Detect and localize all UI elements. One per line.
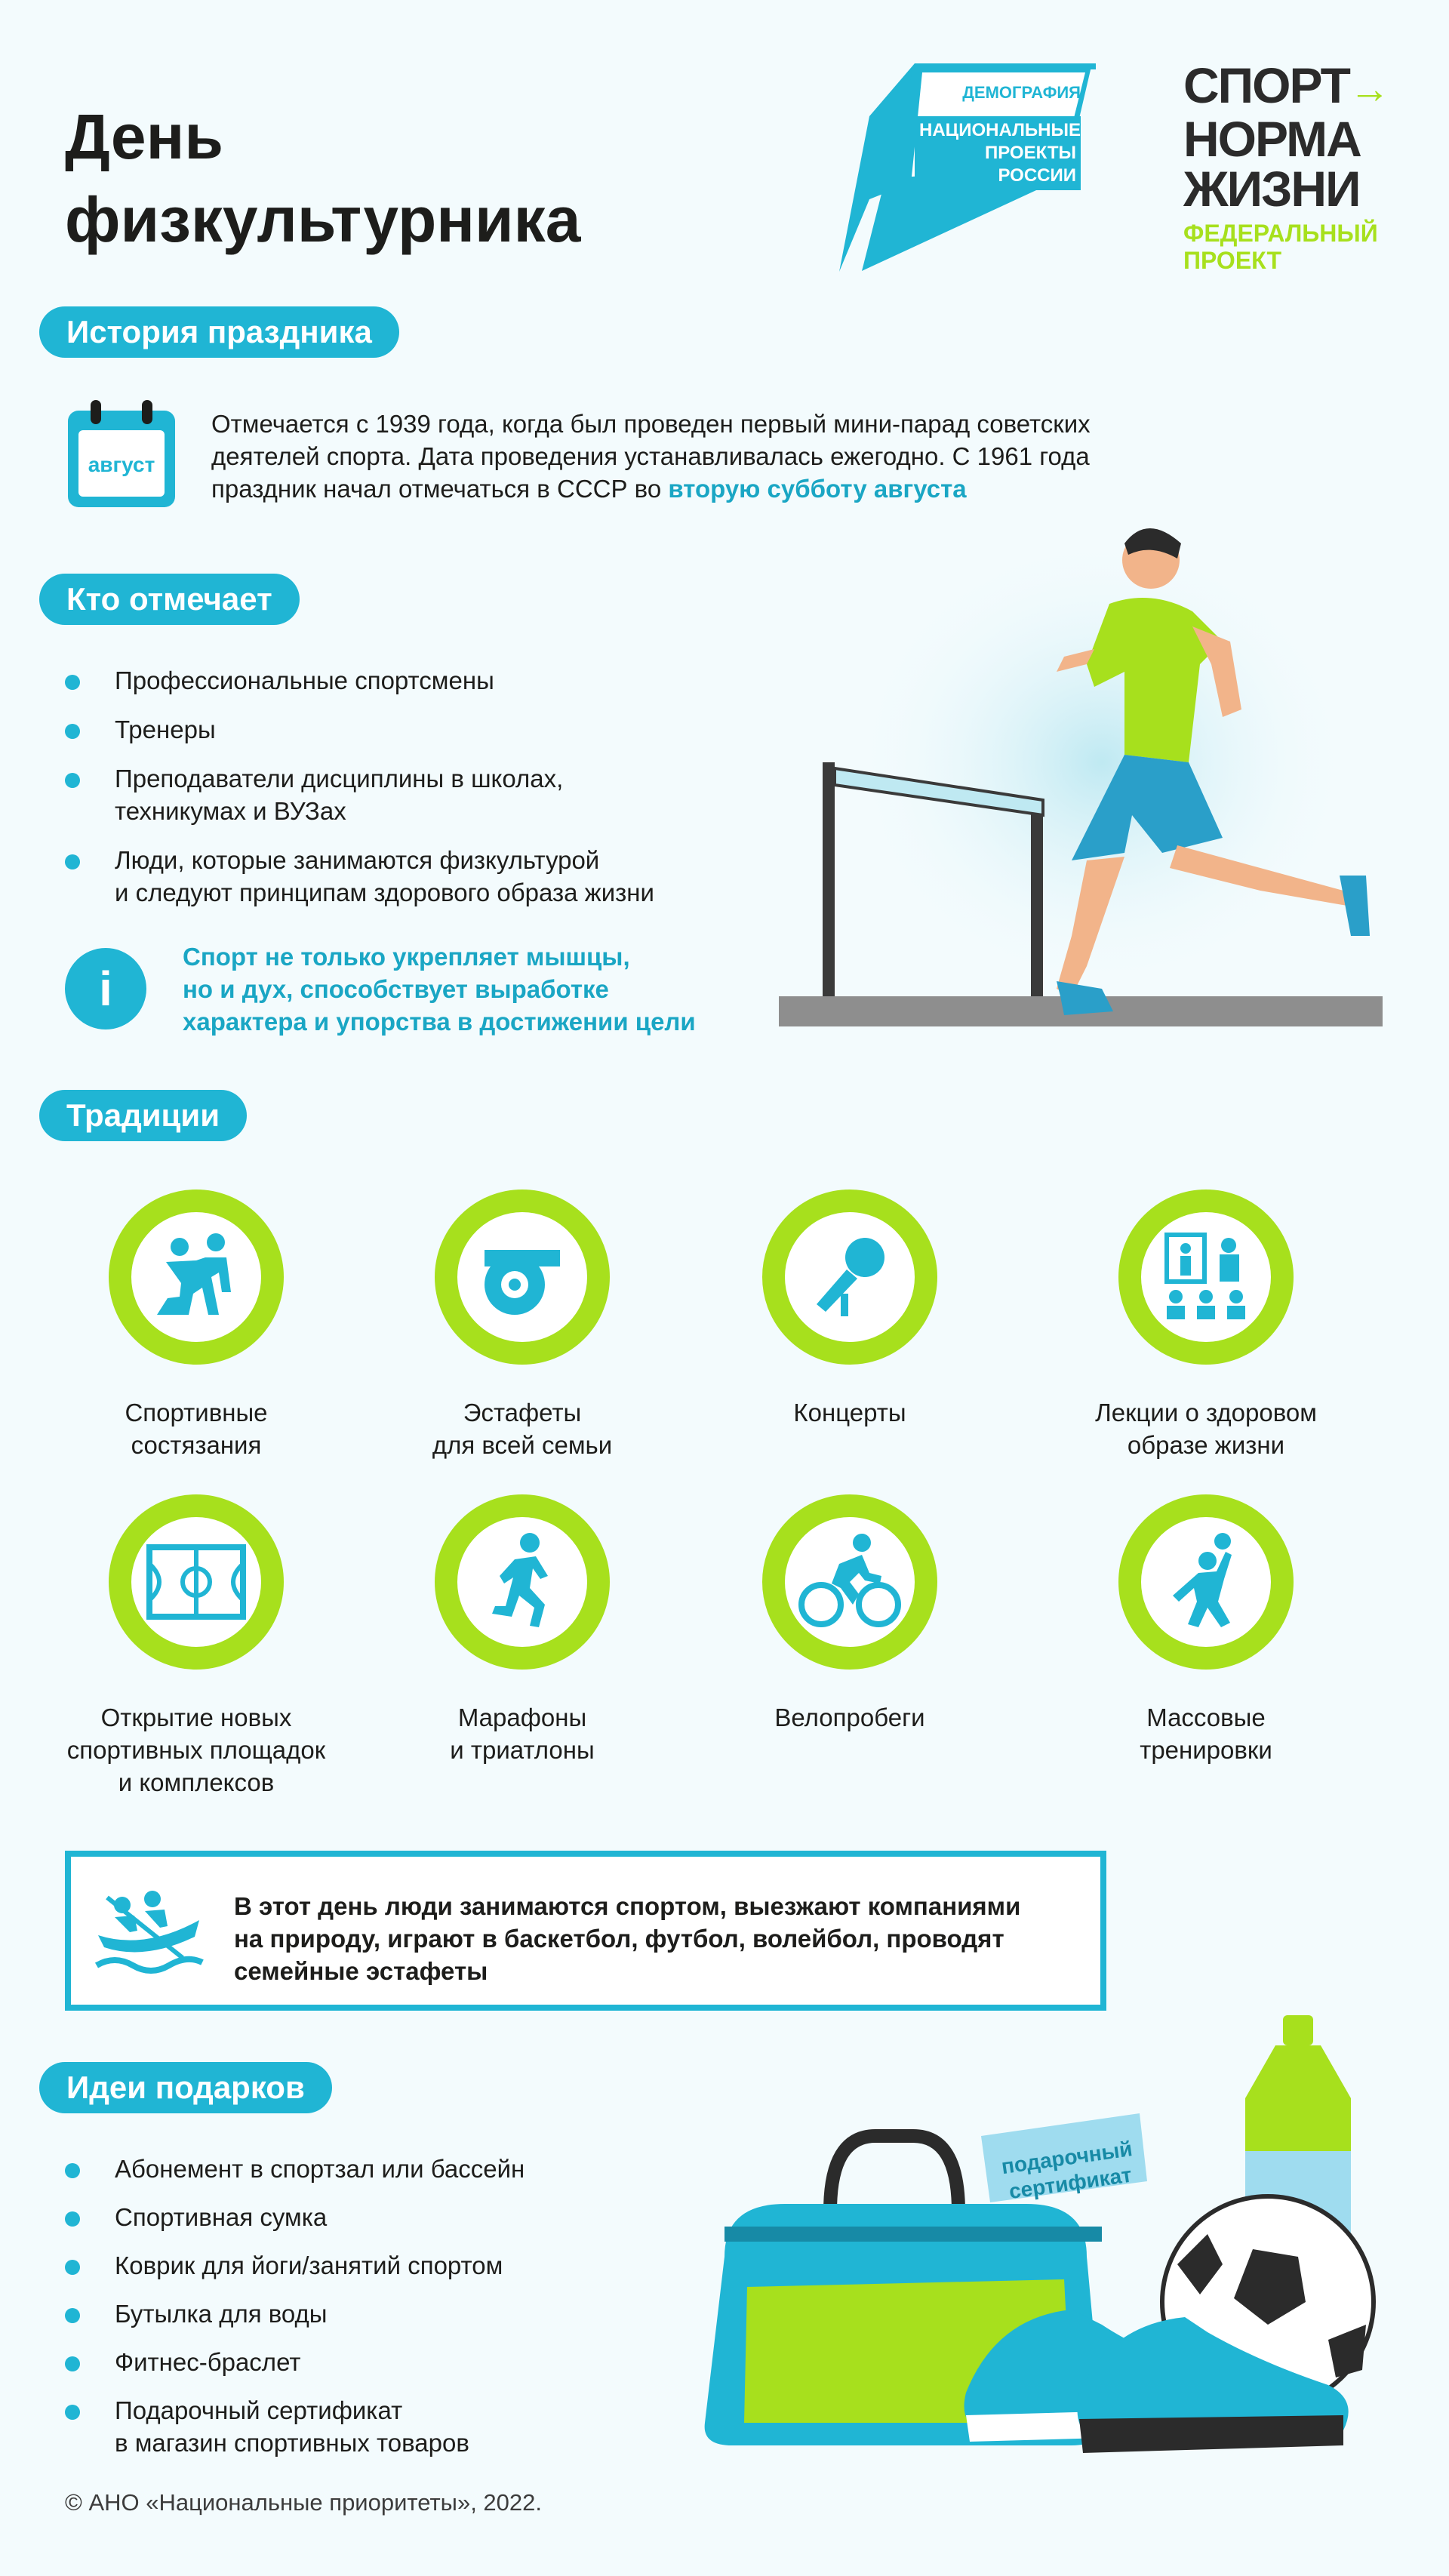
arrow-right-icon: →	[1349, 66, 1389, 112]
history-text-main: Отмечается с 1939 года, когда был проведен первый мини-парад советских деятелей спорта. Дата проведения устанавливалась ежегодно. С 1961 года праздник начал отмечаться в СССР во	[211, 410, 1091, 503]
tradition-item	[60, 1494, 332, 1799]
section-heading-history: История праздника	[39, 306, 399, 358]
list-item: Подарочный сертификат в магазин спортивных товаров	[65, 2394, 714, 2459]
section-heading-who: Кто отмечает	[39, 574, 300, 625]
list-item: Абонемент в спортзал или бассейн	[65, 2153, 714, 2185]
tradition-label: Массовые тренировки	[1140, 1703, 1272, 1764]
tradition-label: Открытие новых спортивных площадок и комплексов	[66, 1703, 326, 1796]
gift-certificate-label: подарочный сертификат	[999, 2137, 1134, 2204]
tradition-item	[386, 1494, 658, 1766]
tradition-item	[60, 1190, 332, 1461]
tradition-item	[714, 1190, 986, 1429]
list-item: Тренеры	[65, 713, 744, 746]
sport-logo-line-1: СПОРТ→	[1183, 57, 1389, 113]
tradition-label: Эстафеты для всей семьи	[432, 1399, 613, 1459]
tradition-label: Велопробеги	[774, 1703, 925, 1731]
gifts-illustration-shape	[679, 2000, 1434, 2483]
gifts-list	[65, 2153, 714, 2459]
np-logo-text	[915, 116, 1081, 190]
who-list	[65, 664, 744, 909]
cyclist-icon	[797, 1529, 903, 1635]
tradition-ring	[762, 1190, 937, 1365]
title-line-1: День	[65, 101, 223, 172]
wrestling-icon	[143, 1224, 249, 1330]
tradition-ring	[109, 1494, 284, 1670]
rowing-icon	[92, 1882, 205, 1980]
lecture-icon	[1153, 1224, 1259, 1330]
tradition-label: Лекции о здоровом образе жизни	[1095, 1399, 1317, 1459]
court-icon	[143, 1529, 249, 1635]
np-logo-demography: ДЕМОГРАФИЯ	[962, 83, 1081, 102]
history-highlight: вторую субботу августа	[668, 475, 967, 503]
np-logo-line-2: НАЦИОНАЛЬНЫЕ	[919, 120, 1081, 140]
list-item: Фитнес-браслет	[65, 2346, 714, 2378]
sport-logo-line-5: ПРОЕКТ	[1183, 247, 1282, 274]
tradition-ring	[762, 1494, 937, 1670]
list-item: Люди, которые занимаются физкультурой и следуют принципам здорового образа жизни	[65, 844, 744, 909]
rowing-shape	[92, 1882, 205, 1980]
runner-illustration-shape	[770, 513, 1389, 1042]
info-icon: i	[65, 948, 146, 1029]
section-heading-traditions: Традиции	[39, 1090, 247, 1141]
calendar-label: август	[88, 453, 155, 476]
tradition-item	[386, 1190, 658, 1461]
whistle-icon	[469, 1224, 575, 1330]
tradition-ring	[435, 1190, 610, 1365]
list-item: Бутылка для воды	[65, 2297, 714, 2330]
tradition-ring	[1118, 1494, 1294, 1670]
tradition-item	[1070, 1190, 1342, 1461]
national-projects-logo	[839, 63, 1096, 275]
tradition-ring	[109, 1190, 284, 1365]
runner-icon	[469, 1529, 575, 1635]
list-item: Коврик для йоги/занятий спортом	[65, 2249, 714, 2282]
sport-norma-logo	[1183, 57, 1402, 274]
list-item: Преподаватели дисциплины в школах, техникумах и ВУЗах	[65, 762, 744, 827]
sport-logo-line-4: ФЕДЕРАЛЬНЫЙ	[1183, 220, 1378, 247]
callout-text: В этот день люди занимаются спортом, выезжают компаниями на природу, играют в баскетбол, футбол, волейбол, проводят семейные эстафеты	[234, 1892, 1021, 1985]
np-logo-line-4: РОССИИ	[998, 165, 1076, 186]
tradition-label: Концерты	[793, 1399, 906, 1426]
gifts-illustration	[679, 2000, 1434, 2483]
list-item: Спортивная сумка	[65, 2201, 714, 2233]
microphone-icon	[797, 1224, 903, 1330]
section-heading-gifts: Идеи подарков	[39, 2062, 332, 2113]
sport-logo-line-2: НОРМА	[1183, 111, 1361, 167]
info-text: Спорт не только укрепляет мышцы, но и дух, способствует выработке характера и упорства в достижении цели	[183, 943, 696, 1036]
page-title	[65, 95, 580, 261]
calendar-icon	[65, 397, 178, 510]
title-line-2: физкультурника	[65, 184, 581, 255]
tradition-label: Марафоны и триатлоны	[450, 1703, 595, 1764]
list-item: Профессиональные спортсмены	[65, 664, 744, 697]
traditions-callout	[65, 1851, 1106, 2011]
handball-icon	[1153, 1529, 1259, 1635]
runner-illustration	[770, 513, 1389, 1042]
history-text	[211, 408, 1192, 505]
tradition-ring	[435, 1494, 610, 1670]
tradition-ring	[1118, 1190, 1294, 1365]
tradition-item	[1070, 1494, 1342, 1766]
tradition-item	[714, 1494, 986, 1734]
footer-copyright: © АНО «Национальные приоритеты», 2022.	[65, 2489, 543, 2516]
sport-logo-line-3: ЖИЗНИ	[1183, 161, 1360, 217]
tradition-label: Спортивные состязания	[125, 1399, 268, 1459]
np-logo-line-3: ПРОЕКТЫ	[984, 143, 1076, 163]
